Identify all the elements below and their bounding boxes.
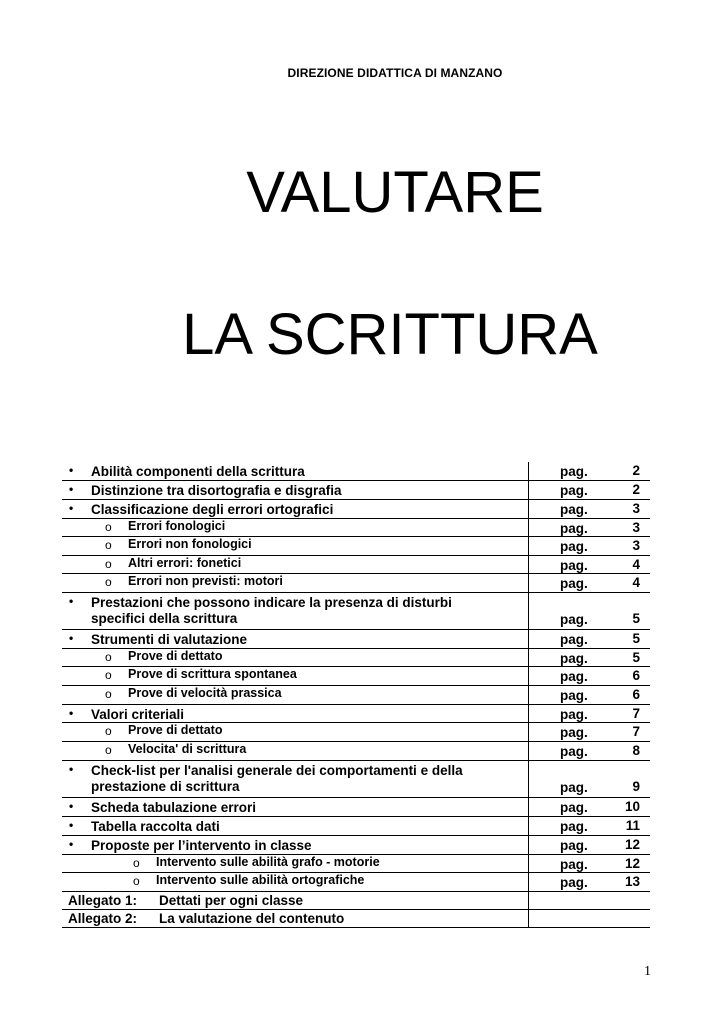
toc-entry-title: Distinzione tra disortografia e disgrafia [91, 483, 342, 498]
toc-entry-title-continued: prestazione di scrittura [91, 779, 240, 794]
page-label: pag. [560, 707, 588, 722]
toc-entry-title: Prove di scrittura spontanea [128, 667, 297, 681]
sub-bullet-icon: o [133, 874, 140, 888]
toc-entry-title: Errori fonologici [128, 519, 226, 533]
column-divider [528, 649, 529, 666]
page-label: pag. [560, 483, 588, 498]
bullet-icon: • [69, 837, 74, 851]
column-divider [528, 686, 529, 704]
bullet-icon: • [69, 631, 74, 645]
toc-entry-title: Errori non fonologici [128, 537, 252, 551]
sub-bullet-icon: o [105, 650, 112, 664]
toc-row [62, 667, 650, 686]
column-divider [528, 910, 529, 927]
page-number-cell: 7 [632, 706, 640, 721]
column-divider [528, 556, 529, 573]
column-divider [528, 519, 529, 536]
toc-row [62, 873, 650, 892]
page-number-cell: 12 [624, 837, 640, 852]
header-title: DIREZIONE DIDATTICA DI MANZANO [287, 66, 503, 80]
page-number-cell: 5 [632, 631, 640, 646]
sub-bullet-icon: o [105, 520, 112, 534]
sub-bullet-icon: o [105, 687, 112, 701]
page-label: pag. [560, 744, 588, 759]
page-number-cell: 12 [624, 856, 640, 871]
toc-row [62, 817, 650, 836]
bullet-icon: • [69, 501, 74, 515]
sub-bullet-icon: o [133, 856, 140, 870]
page-number-cell: 5 [632, 650, 640, 665]
column-divider [528, 892, 529, 909]
sub-bullet-icon: o [105, 743, 112, 757]
page-label: pag. [560, 857, 588, 872]
column-divider [528, 500, 529, 518]
toc-row [62, 855, 650, 873]
toc-row [62, 761, 650, 798]
page-label: pag. [560, 612, 588, 627]
toc-entry-title: Intervento sulle abilità ortografiche [156, 873, 365, 887]
sub-bullet-icon: o [105, 668, 112, 682]
toc-row [62, 910, 650, 928]
toc-entry-title: Prove di dettato [128, 649, 223, 663]
toc-entry-title: Abilità componenti della scrittura [91, 464, 305, 479]
page-label: pag. [560, 800, 588, 815]
toc-entry-title: Intervento sulle abilità grafo - motorie [156, 855, 380, 869]
page-number-cell: 9 [632, 779, 640, 794]
toc-row [62, 556, 650, 574]
page-number-cell: 3 [632, 520, 640, 535]
sub-bullet-icon: o [105, 557, 112, 571]
page-label: pag. [560, 558, 588, 573]
page-label: pag. [560, 725, 588, 740]
toc-entry-title: Errori non previsti: motori [128, 574, 283, 588]
column-divider [528, 667, 529, 685]
column-divider [528, 705, 529, 722]
appendix-title: La valutazione del contenuto [159, 911, 345, 926]
column-divider [528, 723, 529, 741]
column-divider [528, 798, 529, 816]
column-divider [528, 742, 529, 760]
column-divider [528, 462, 529, 480]
sub-bullet-icon: o [105, 538, 112, 552]
table-of-contents [62, 462, 650, 928]
toc-entry-title: Velocita' di scrittura [128, 742, 247, 756]
bullet-icon: • [69, 594, 74, 608]
page-number: 1 [644, 964, 651, 979]
column-divider [528, 836, 529, 854]
bullet-icon: • [69, 706, 74, 720]
appendix-label: Allegato 1: [68, 893, 138, 908]
toc-entry-title: Tabella raccolta dati [91, 819, 220, 834]
bullet-icon: • [69, 799, 74, 813]
toc-row [62, 892, 650, 910]
document-title-line1: VALUTARE [246, 160, 544, 225]
page-number-cell: 11 [625, 818, 640, 833]
page-label: pag. [560, 819, 588, 834]
toc-row [62, 574, 650, 593]
column-divider [528, 817, 529, 835]
toc-row [62, 742, 650, 761]
page-label: pag. [560, 875, 588, 890]
page-label: pag. [560, 576, 588, 591]
page-number-cell: 6 [632, 668, 640, 683]
toc-entry-title-continued: specifici della scrittura [91, 611, 238, 626]
toc-row [62, 705, 650, 723]
column-divider [528, 593, 529, 629]
appendix-title: Dettati per ogni classe [159, 893, 304, 908]
toc-row [62, 500, 650, 519]
page-number-cell: 3 [632, 538, 640, 553]
toc-entry-title: Strumenti di valutazione [91, 632, 248, 647]
page-label: pag. [560, 651, 588, 666]
toc-row [62, 649, 650, 667]
toc-entry-title: Prove di dettato [128, 723, 223, 737]
column-divider [528, 481, 529, 499]
page-label: pag. [560, 502, 588, 517]
toc-entry-title: Check-list per l'analisi generale dei comportamenti e della [91, 763, 463, 778]
toc-row [62, 836, 650, 855]
toc-entry-title: Prove di velocità prassica [128, 686, 282, 700]
toc-row [62, 593, 650, 630]
page-label: pag. [560, 521, 588, 536]
toc-row [62, 686, 650, 705]
page-number-cell: 10 [624, 799, 640, 814]
toc-row [62, 519, 650, 537]
page-number-cell: 2 [632, 482, 640, 497]
column-divider [528, 630, 529, 648]
page-label: pag. [560, 838, 588, 853]
page-number-cell: 6 [632, 687, 640, 702]
toc-row [62, 537, 650, 556]
appendix-label: Allegato 2: [68, 911, 138, 926]
page-number-cell: 4 [632, 557, 640, 572]
toc-entry-title: Scheda tabulazione errori [91, 800, 257, 815]
page-label: pag. [560, 688, 588, 703]
sub-bullet-icon: o [105, 724, 112, 738]
toc-row [62, 462, 650, 481]
page-number-cell: 13 [624, 874, 640, 889]
page-label: pag. [560, 632, 588, 647]
toc-entry-title: Valori criteriali [91, 707, 185, 722]
bullet-icon: • [69, 762, 74, 776]
toc-row [62, 481, 650, 500]
toc-row [62, 723, 650, 742]
page-label: pag. [560, 669, 588, 684]
toc-entry-title: Proposte per l’intervento in classe [91, 838, 312, 853]
page-number-cell: 8 [632, 743, 640, 758]
sub-bullet-icon: o [105, 575, 112, 589]
page-label: pag. [560, 464, 588, 479]
page-number-cell: 4 [632, 575, 640, 590]
column-divider [528, 574, 529, 592]
toc-entry-title: Prestazioni che possono indicare la presenza di disturbi [91, 595, 452, 610]
page-number-cell: 2 [632, 463, 640, 478]
column-divider [528, 855, 529, 872]
column-divider [528, 873, 529, 891]
bullet-icon: • [69, 482, 74, 496]
page-label: pag. [560, 780, 588, 795]
page-label: pag. [560, 539, 588, 554]
bullet-icon: • [69, 463, 74, 477]
column-divider [528, 761, 529, 797]
column-divider [528, 537, 529, 555]
page-number-cell: 3 [632, 501, 640, 516]
page-number-cell: 7 [632, 724, 640, 739]
bullet-icon: • [69, 818, 74, 832]
document-title-line2: LA SCRITTURA [182, 302, 598, 367]
toc-row [62, 630, 650, 649]
toc-row [62, 798, 650, 817]
toc-entry-title: Classificazione degli errori ortografici [91, 502, 334, 517]
toc-entry-title: Altri errori: fonetici [128, 556, 242, 570]
page-number-cell: 5 [632, 611, 640, 626]
